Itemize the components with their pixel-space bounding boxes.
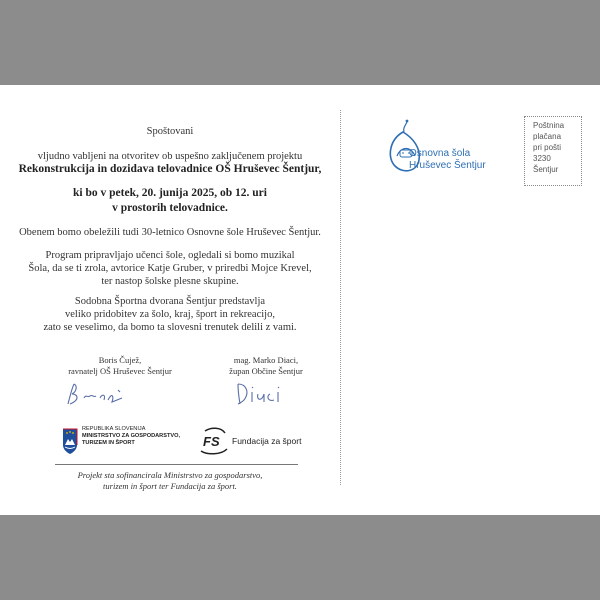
signatory-name: mag. Marko Diaci, [233,355,299,365]
fund-name: Fundacija za šport [232,436,302,446]
signatory-name: Boris Čujež, [98,355,142,365]
program-line: Šola, da se ti zrola, avtorice Katje Gruber, v priredbi Mojce Krevel, [28,263,312,274]
signature-marko-diaci [232,378,287,408]
postage-box [524,116,582,186]
school-name-line: Hruševec Šentjur [409,160,486,171]
postage-line: plačana [533,132,562,141]
postage-line: 3230 [533,154,551,163]
signature-boris-cujez [62,380,137,410]
school-name-line: Osnovna šola [409,148,471,159]
ministry-line: REPUBLIKA SLOVENIJA [82,426,146,432]
closing-line: zato se veselimo, da bomo ta slovesni trenutek delili z vami. [43,322,297,333]
closing-line: Sodobna Športna dvorana Šentjur predstavlja [74,296,266,307]
intro-text: vljudno vabljeni na otvoritev ob uspešno zaključenem projektu [37,151,303,162]
postage-line: Šentjur [533,165,559,174]
fund-mark: FS [203,434,220,449]
closing-line: veliko pridobitev za šolo, kraj, šport in rekreacijo, [65,309,275,320]
event-date: ki bo v petek, 20. junija 2025, ob 12. uri [73,187,267,199]
top-gray-band [0,0,600,85]
fundacija-za-sport-logo-icon [197,425,231,457]
footnote-line: turizem in šport ter Fundacija za šport. [103,481,237,491]
project-title: Rekonstrukcija in dozidava telovadnice OŠ Hruševec Šentjur, [18,163,322,175]
card-divider [340,110,341,485]
signatory-role: ravnatelj OŠ Hruševec Šentjur [68,366,172,376]
footnote-line: Projekt sta sofinancirala Ministrstvo za gospodarstvo, [77,470,263,480]
signatory-role: župan Občine Šentjur [229,366,303,376]
postage-line: Poštnina [533,121,565,130]
ministry-line: MINISTRSTVO ZA GOSPODARSTVO, [82,433,180,440]
greeting: Spoštovani [146,126,194,137]
bottom-gray-band [0,515,600,600]
signatory-school [50,355,190,377]
signatory-mayor [196,355,336,377]
school-name [409,148,486,172]
ministry-label [82,426,180,448]
footnote-divider [55,464,298,465]
ministry-line: TURIZEM IN ŠPORT [82,440,135,447]
postage-line: pri pošti [533,143,562,152]
anniversary-text: Obenem bomo obeležili tudi 30-letnico Osnovne šole Hruševec Šentjur. [19,227,321,238]
program-line: ter nastop šolske plesne skupine. [101,276,239,287]
event-place: v prostorih telovadnice. [112,202,228,214]
program-line: Program pripravljajo učenci šole, ogledali si bomo muzikal [45,250,295,261]
